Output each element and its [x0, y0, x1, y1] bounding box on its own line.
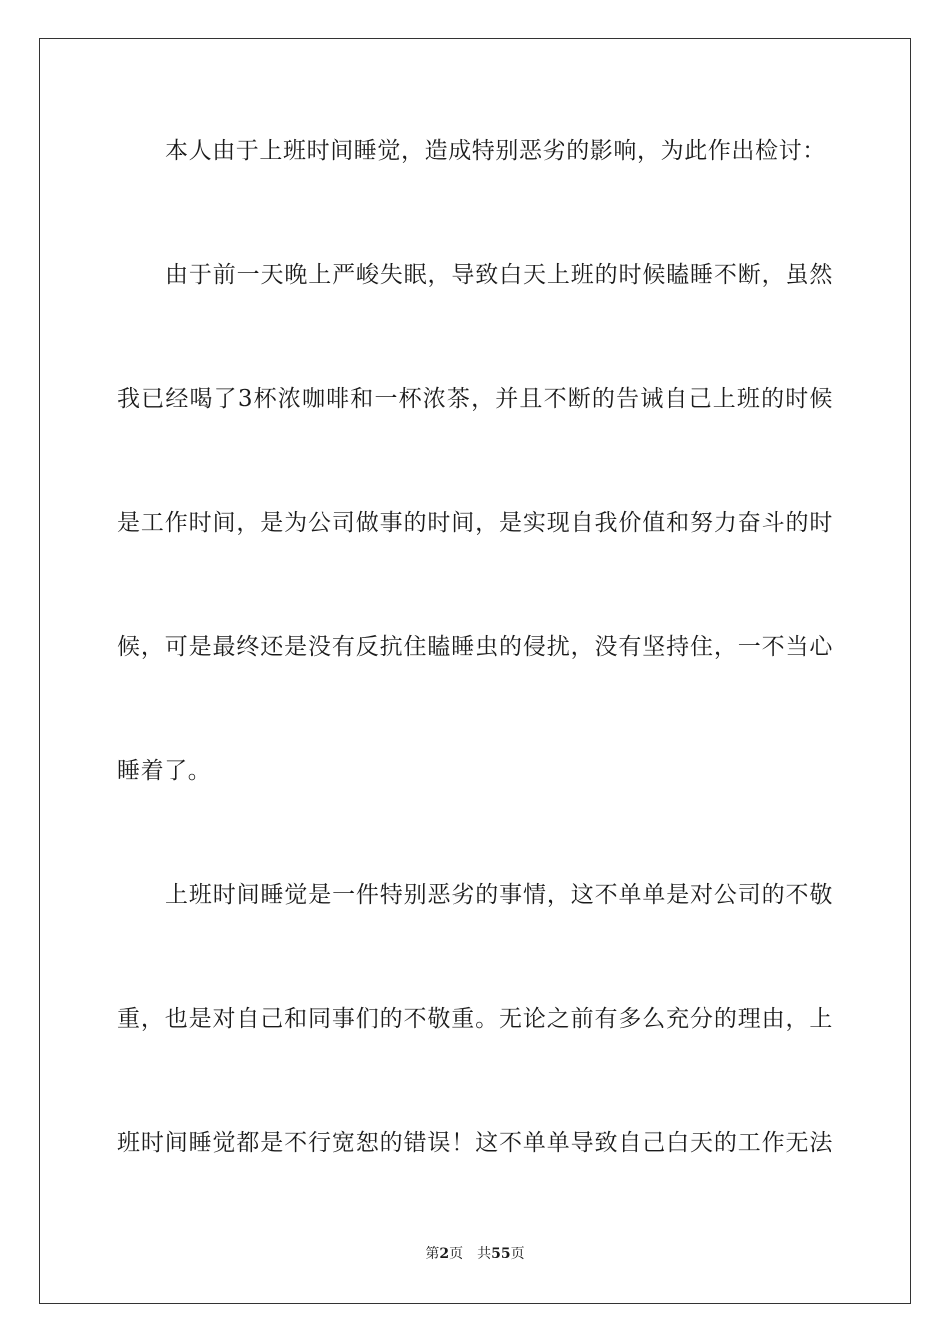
page-suffix: 页 [449, 1246, 464, 1262]
paragraph-3-line-3: 班时间睡觉都是不行宽恕的错误！这不单单导致自己白天的工作无法 [117, 1130, 833, 1156]
total-prefix: 共 [477, 1246, 492, 1262]
paragraph-2-line-1: 由于前一天晚上严峻失眠，导致白天上班的时候瞌睡不断，虽然 [165, 262, 833, 288]
page-total: 55 [491, 1246, 511, 1262]
page-footer [0, 1244, 950, 1264]
page-prefix: 第 [425, 1246, 440, 1262]
paragraph-2-line-5: 睡着了。 [117, 758, 212, 784]
paragraph-2-line-4: 候，可是最终还是没有反抗住瞌睡虫的侵扰，没有坚持住，一不当心 [117, 634, 833, 660]
paragraph-3-line-1: 上班时间睡觉是一件特别恶劣的事情，这不单单是对公司的不敬 [165, 882, 833, 908]
paragraph-2-line-2: 我已经喝了3杯浓咖啡和一杯浓茶，并且不断的告诫自己上班的时候 [117, 386, 833, 412]
paragraph-2-line-3: 是工作时间，是为公司做事的时间，是实现自我价值和努力奋斗的时 [117, 510, 833, 536]
paragraph-3-line-2: 重，也是对自己和同事们的不敬重。无论之前有多么充分的理由，上 [117, 1006, 833, 1032]
total-suffix: 页 [510, 1246, 525, 1262]
paragraph-1-line-1: 本人由于上班时间睡觉，造成特别恶劣的影响，为此作出检讨： [165, 138, 826, 164]
page-border [39, 38, 911, 1304]
page-current: 2 [439, 1246, 450, 1262]
